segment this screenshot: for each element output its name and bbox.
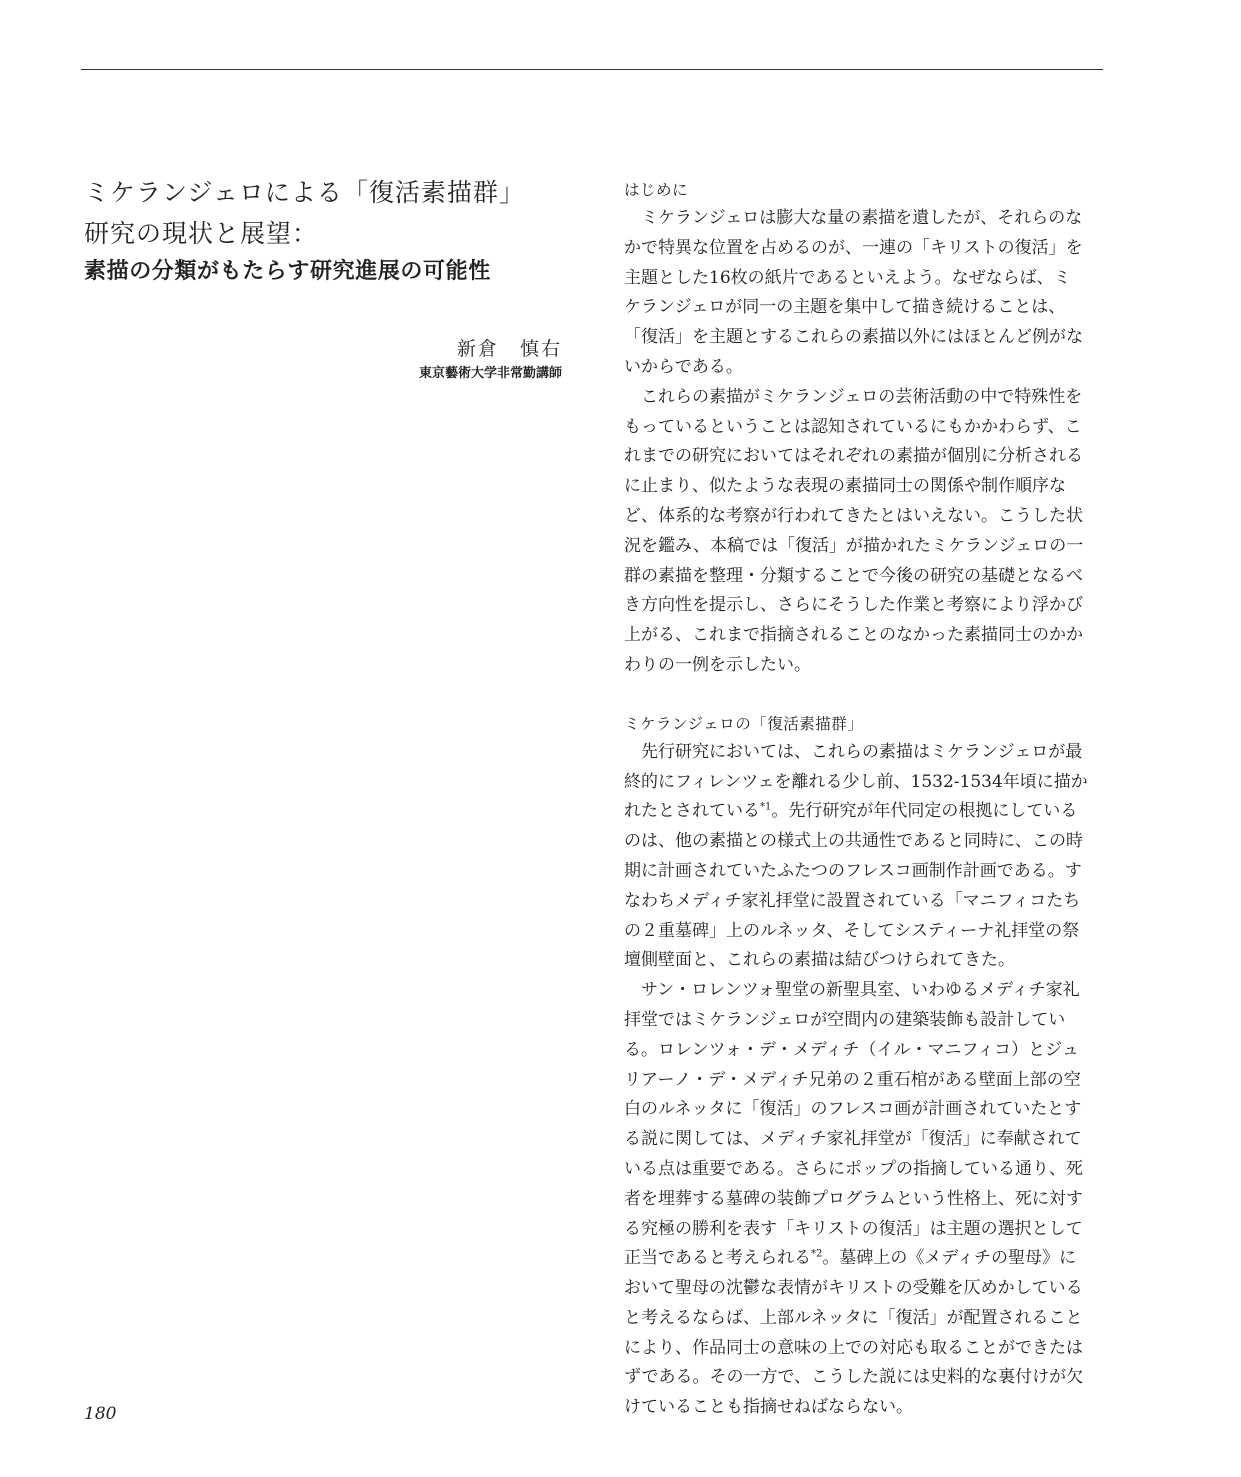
body-line (624, 1244, 1106, 1274)
body-line: れまでの研究においてはそれぞれの素描が個別に分析される (624, 446, 1083, 467)
body-line: る。ロレンツォ・デ・メディチ（イル・マニフィコ）とジュ (624, 1039, 1079, 1060)
body-line: る究極の勝利を表す「キリストの復活」は主題の選択として (624, 1218, 1083, 1239)
body-line (624, 797, 1106, 827)
body-line: なわちメディチ家礼拝堂に設置されている「マニフィコたち (624, 890, 1081, 911)
title-line-1: ミケランジェロによる「復活素描群」 (84, 178, 525, 207)
body-text: 正当であると考えられる (624, 1248, 811, 1269)
author-name: 新倉 慎右 (456, 338, 562, 360)
body-column (624, 176, 1106, 1423)
footnote-ref: *2 (811, 1248, 823, 1260)
body-line: けていることも指摘せねばならない。 (624, 1397, 913, 1418)
body-line: 白のルネッタに「復活」のフレスコ画が計画されていたとす (624, 1099, 1082, 1120)
body-line: もっているということは認知されているにもかかわらず、こ (624, 416, 1082, 437)
body-line: ケランジェロが同一の主題を集中して描き続けることは、 (624, 297, 1066, 318)
body-line: これらの素描がミケランジェロの芸術活動の中で特殊性を (624, 386, 1083, 407)
subtitle: 素描の分類がもたらす研究進展の可能性 (84, 259, 491, 284)
body-text: れたとされている (624, 801, 760, 822)
body-line: と考えるならば、上部ルネッタに「復活」が配置されること (624, 1307, 1083, 1328)
footnote-ref: *1 (760, 801, 772, 813)
author-affiliation: 東京藝術大学非常勤講師 (418, 366, 562, 381)
body-line: き方向性を提示し、さらにそうした作業と考察により浮かび (624, 595, 1083, 616)
body-line: いる点は重要である。さらにポップの指摘している通り、死 (624, 1158, 1083, 1179)
body-line: 壇側壁面と、これらの素描は結びつけられてきた。 (624, 950, 1015, 971)
section-heading: はじめに (624, 181, 689, 199)
title-block (84, 172, 564, 290)
body-line: 主題とした16枚の紙片であるといえよう。なぜならば、ミ (624, 267, 1071, 288)
header-rule (81, 69, 1103, 70)
body-line: 先行研究においては、これらの素描はミケランジェロが最 (624, 741, 1083, 762)
body-line: ど、体系的な考察が行われてきたとはいえない。こうした状 (624, 505, 1083, 526)
title-line-2: 研究の現状と展望： (84, 219, 319, 248)
body-line: かで特異な位置を占めるのが、一連の「キリストの復活」を (624, 237, 1083, 258)
body-line: リアーノ・デ・メディチ兄弟の２重石棺がある壁面上部の空 (624, 1069, 1081, 1090)
section-gap (624, 681, 1106, 710)
body-line: のは、他の素描との様式上の共通性であると同時に、この時 (624, 831, 1083, 852)
body-line: いからである。 (624, 356, 743, 377)
body-line: ずである。その一方で、こうした説には史料的な裏付けが欠 (624, 1367, 1084, 1388)
body-line: 「復活」を主題とするこれらの素描以外にはほとんど例がな (624, 327, 1083, 348)
body-line: 終的にフィレンツェを離れる少し前、1532-1534年頃に描か (624, 771, 1088, 792)
body-line: サン・ロレンツォ聖堂の新聖具室、いわゆるメディチ家礼 (624, 980, 1080, 1001)
page-number: 180 (84, 1404, 117, 1424)
body-line: 上がる、これまで指摘されることのなかった素描同士のかか (624, 625, 1083, 646)
body-line: おいて聖母の沈鬱な表情がキリストの受難を仄めかしている (624, 1278, 1083, 1299)
body-line: 期に計画されていたふたつのフレスコ画制作計画である。す (624, 860, 1082, 881)
body-line: わりの一例を示したい。 (624, 654, 811, 675)
body-line: ミケランジェロは膨大な量の素描を遺したが、それらのな (624, 208, 1083, 228)
section-heading: ミケランジェロの「復活素描群」 (624, 714, 864, 733)
body-text: 。墓碑上の《メディチの聖母》に (822, 1248, 1077, 1269)
body-line: の２重墓碑」上のルネッタ、そしてシスティーナ礼拝堂の祭 (624, 920, 1080, 941)
body-line: る説に関しては、メディチ家礼拝堂が「復活」に奉献されて (624, 1129, 1082, 1150)
body-text: 。先行研究が年代同定の根拠にしている (771, 801, 1078, 822)
body-line: により、作品同士の意味の上での対応も取ることができたは (624, 1337, 1083, 1358)
body-line: 群の素描を整理・分類することで今後の研究の基礎となるべ (624, 565, 1083, 586)
body-line: 拝堂ではミケランジェロが空間内の建築装飾も設計してい (624, 1009, 1066, 1030)
body-line: 況を鑑み、本稿では「復活」が描かれたミケランジェロの一 (624, 535, 1084, 556)
body-line: 者を埋葬する墓碑の装飾プログラムという性格上、死に対す (624, 1188, 1083, 1209)
body-line: に止まり、似たような表現の素描同士の関係や制作順序な (624, 476, 1066, 497)
